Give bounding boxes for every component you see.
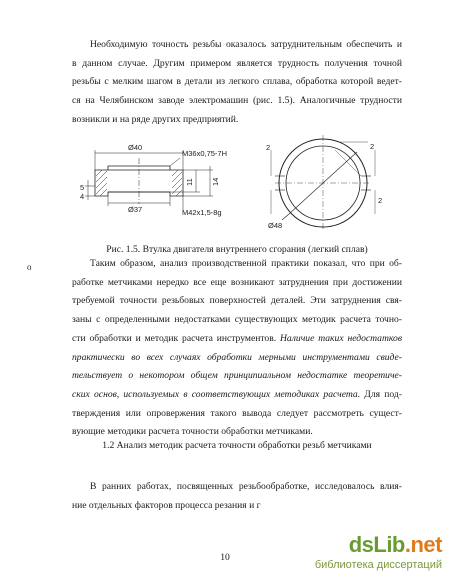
watermark xyxy=(302,532,442,576)
ring-view-labels xyxy=(266,142,382,230)
dim-m42: M42x1,5-8g xyxy=(182,208,222,217)
watermark-subtitle: библиотека диссертаций xyxy=(314,559,442,571)
text-line: Таким образом, анализ производственной практики показал, что при об- xyxy=(90,258,402,269)
dim-d48: Ø48 xyxy=(268,221,283,230)
text-line: работке метчиками нередко все еще возникают затруднения при достижении xyxy=(72,276,402,288)
dim-5: 5 xyxy=(80,183,85,192)
text-line: резьбы с мелким шагом в детали из легкого сплава, обработка которой ведет- xyxy=(72,76,402,88)
text-line: В ранних работах, посвященных резьбообработке, исследовалось влия- xyxy=(90,481,402,492)
text-span: Для под- xyxy=(360,388,402,400)
text-line xyxy=(72,386,402,405)
page-number: 10 xyxy=(220,552,230,563)
text-line: ся на Челябинском заводе электромашин (рис. 1.5). Аналогичные трудности xyxy=(72,95,402,107)
text-line: вующие методики расчета точности обработки метчиками. xyxy=(72,426,313,438)
watermark-logo xyxy=(349,532,442,558)
body-paragraph xyxy=(72,255,402,442)
watermark-logo-a: dsLib xyxy=(348,532,405,557)
section-heading: 1.2 Анализ методик расчета точности обработки резьб метчиками xyxy=(102,440,372,451)
section-view-labels xyxy=(80,143,227,217)
ring-view xyxy=(271,135,375,231)
text-line: ние отдельных факторов процесса резания и г xyxy=(72,499,261,511)
text-line: практически во всех случаях обработки мерными инструментами свиде- xyxy=(72,351,402,363)
text-line: в данном случае. Другим примером является трудность получения точной xyxy=(72,57,402,69)
dim-2-top: 2 xyxy=(370,142,375,151)
text-line: тельствует о некотором общем принципиальном недостатке теоретиче- xyxy=(72,370,402,382)
italic-span: ских основ, используемых в соответствующих методиках расчета. xyxy=(72,388,361,400)
text-span: сти обработки и методик расчета инструментов. xyxy=(72,332,277,344)
text-line xyxy=(72,330,402,349)
watermark-logo-b: .net xyxy=(404,532,442,557)
dim-d40: Ø40 xyxy=(128,143,143,152)
dim-2-left: 2 xyxy=(266,143,271,152)
dim-m36: M36x0,75-7H xyxy=(182,149,228,158)
figure-caption: Рис. 1.5. Втулка двигателя внутреннего сгорания (легкий сплав) xyxy=(106,244,368,255)
dim-2-right: 2 xyxy=(378,196,383,205)
text-line: возникли и на ряде других предприятий. xyxy=(72,113,239,125)
dim-11: 11 xyxy=(185,178,194,186)
text-line: заны с определенными недостатками существующих методик расчета точно- xyxy=(72,314,402,326)
text-line: тверждения или опровержения такого вывода следует рассмотреть сущест- xyxy=(72,407,402,419)
text-line: Необходимую точность резьбы оказалось затруднительным обеспечить и xyxy=(90,39,402,50)
margin-mark: o xyxy=(27,262,32,272)
italic-span: Наличие таких недостатков xyxy=(276,332,402,344)
text-line: требуемой точности резьбовых поверхностей деталей. Эти затруднения свя- xyxy=(72,295,402,307)
next-paragraph xyxy=(72,478,402,515)
dim-14: 14 xyxy=(211,177,220,186)
dim-d37: Ø37 xyxy=(128,205,143,214)
dim-4: 4 xyxy=(80,192,85,201)
